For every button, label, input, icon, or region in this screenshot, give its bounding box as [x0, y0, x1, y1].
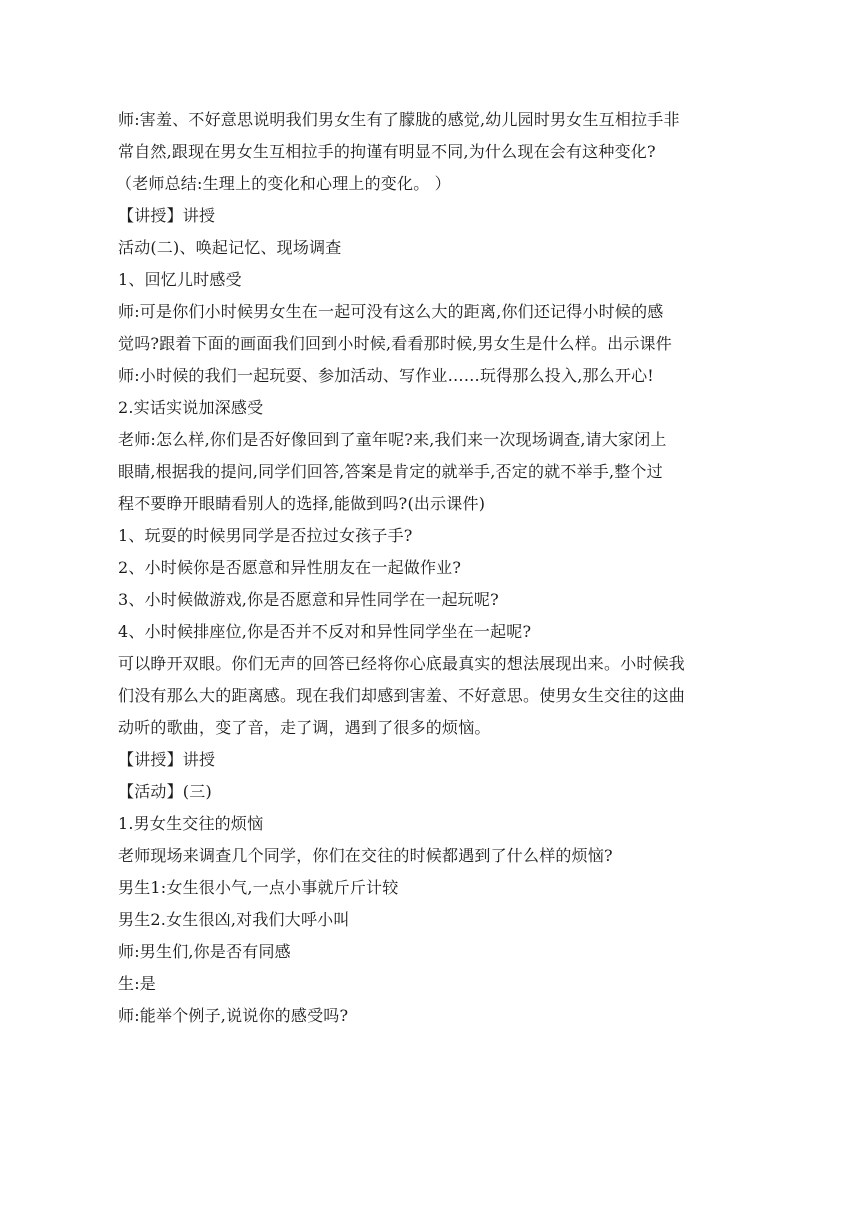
- dialogue-line: 师:能举个例子,说说你的感受吗?: [118, 1006, 349, 1025]
- paragraph-line: 眼睛,根据我的提问,同学们回答,答案是肯定的就举手,否定的就不举手,整个过: [118, 462, 663, 481]
- paragraph-line: 常自然,跟现在男女生互相拉手的拘谨有明显不同,为什么现在会有这种变化?: [118, 142, 656, 161]
- subsection-heading: 1.男女生交往的烦恼: [118, 814, 264, 833]
- question-item: 2、小时候你是否愿意和异性朋友在一起做作业?: [118, 558, 462, 577]
- paragraph-line: 师:小时候的我们一起玩耍、参加活动、写作业……玩得那么投入,那么开心!: [118, 366, 654, 385]
- paragraph-line: 师:害羞、不好意思说明我们男女生有了朦胧的感觉,幼儿园时男女生互相拉手非: [118, 110, 680, 129]
- paragraph-line: 老师现场来调查几个同学，你们在交往的时候都遇到了什么样的烦恼?: [118, 846, 613, 865]
- dialogue-line: 男生1:女生很小气,一点小事就斤斤计较: [118, 878, 399, 897]
- subsection-heading: 2.实话实说加深感受: [118, 398, 264, 417]
- question-item: 1、玩耍的时候男同学是否拉过女孩子手?: [118, 526, 413, 545]
- paragraph-line: 可以睁开双眼。你们无声的回答已经将你心底最真实的想法展现出来。小时候我: [118, 654, 686, 673]
- paragraph-line: 师:可是你们小时候男女生在一起可没有这么大的距离,你们还记得小时候的感: [118, 302, 664, 321]
- paragraph-line: 动听的歌曲，变了音，走了调，遇到了很多的烦恼。: [118, 718, 491, 737]
- activity-heading: 活动(二)、唤起记忆、现场调查: [118, 238, 342, 257]
- dialogue-line: 男生2.女生很凶,对我们大呼小叫: [118, 910, 350, 929]
- question-item: 3、小时候做游戏,你是否愿意和异性同学在一起玩呢?: [118, 590, 499, 609]
- section-heading: 【讲授】讲授: [118, 206, 216, 225]
- teacher-summary-line: （老师总结:生理上的变化和心理上的变化。 ）: [116, 174, 451, 193]
- paragraph-line: 老师:怎么样,你们是否好像回到了童年呢?来,我们来一次现场调查,请大家闭上: [118, 430, 667, 449]
- question-item: 4、小时候排座位,你是否并不反对和异性同学坐在一起呢?: [118, 622, 532, 641]
- subsection-heading: 1、回忆儿时感受: [118, 270, 242, 289]
- paragraph-line: 觉吗?跟着下面的画面我们回到小时候,看看那时候,男女生是什么样。出示课件: [118, 334, 672, 353]
- dialogue-line: 生:是: [118, 974, 156, 993]
- dialogue-line: 师:男生们,你是否有同感: [118, 942, 291, 961]
- activity-heading: 【活动】(三): [118, 782, 212, 801]
- paragraph-line: 们没有那么大的距离感。现在我们却感到害羞、不好意思。使男女生交往的这曲: [118, 686, 686, 705]
- section-heading: 【讲授】讲授: [118, 750, 216, 769]
- document-body: [118, 104, 758, 1032]
- paragraph-line: 程不要睁开眼睛看别人的选择,能做到吗?(出示课件): [118, 494, 486, 513]
